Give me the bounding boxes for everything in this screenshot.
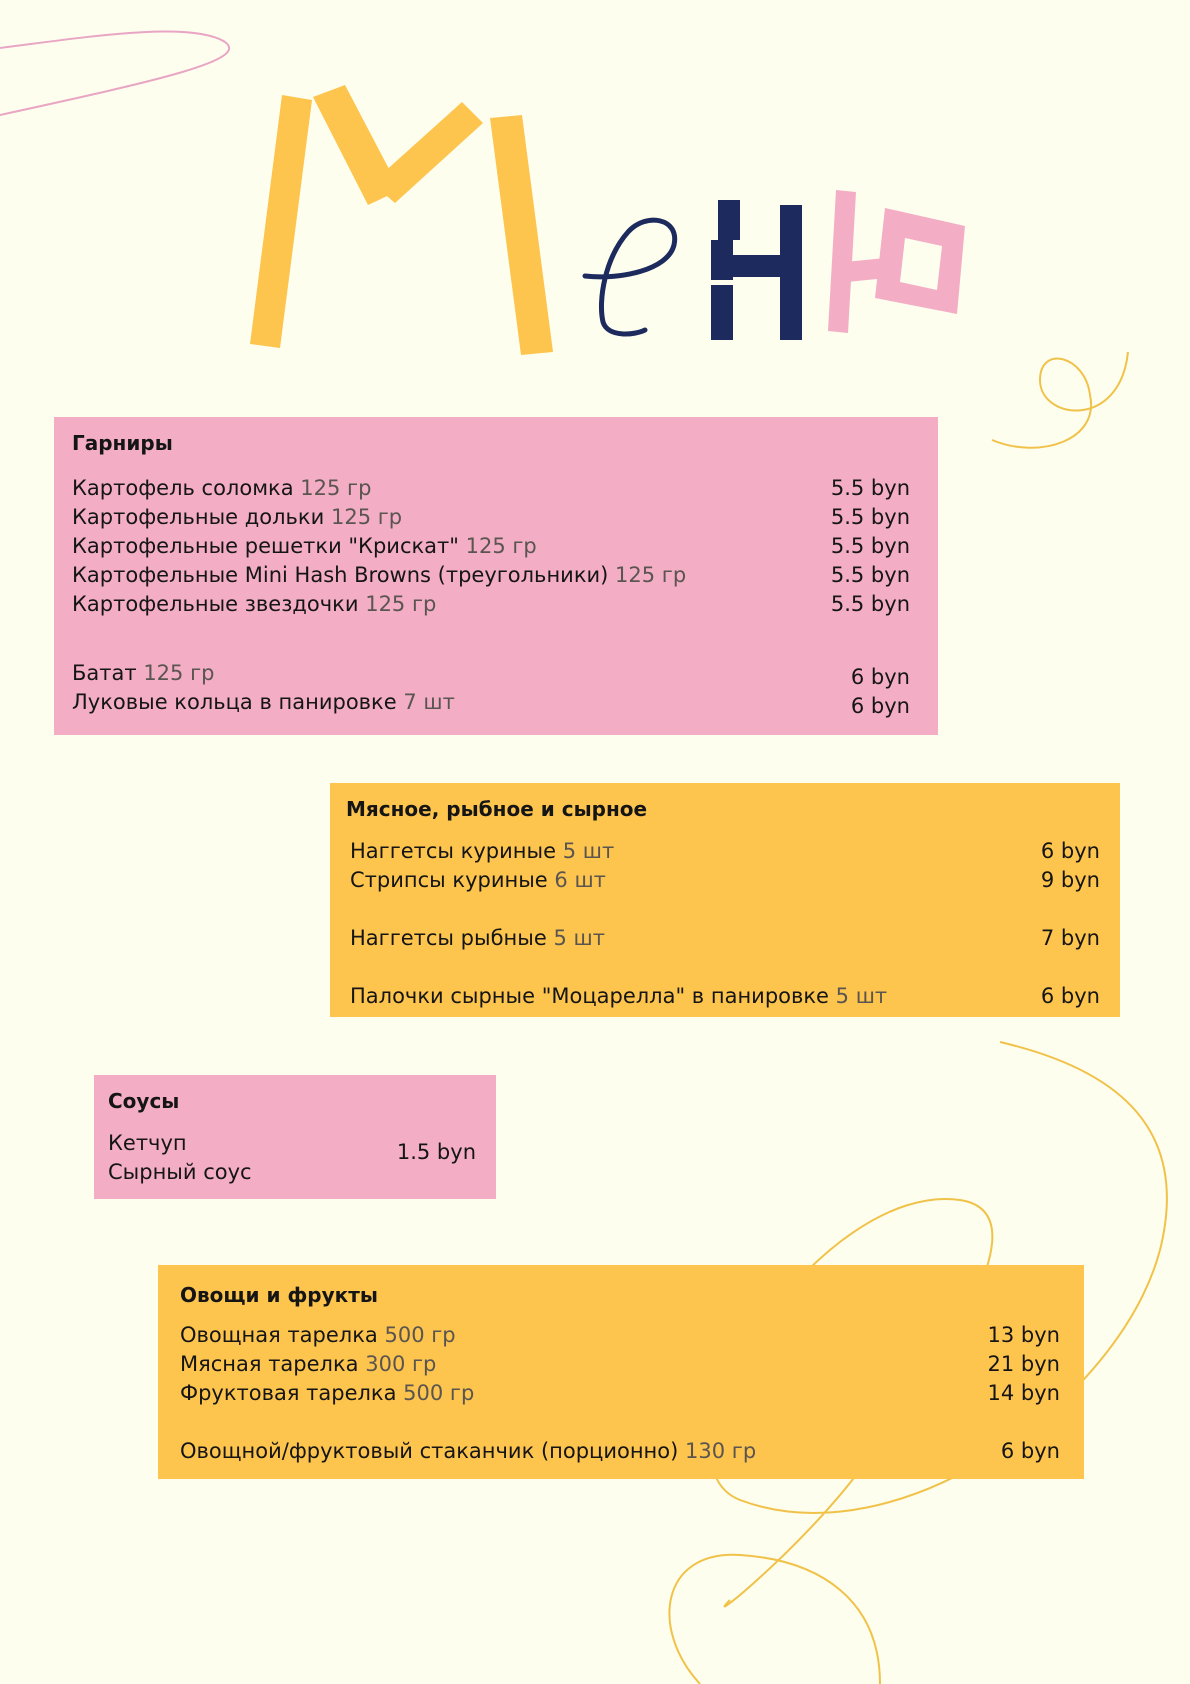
menu-item: Фруктовая тарелка 500 гр (180, 1381, 475, 1405)
menu-item-price: 5.5 byn (830, 563, 910, 587)
title-letter-n (711, 200, 802, 340)
menu-item-price: 14 byn (987, 1381, 1060, 1405)
menu-item: Кетчуп (108, 1131, 187, 1155)
title-letter-yu-hole (900, 238, 942, 290)
menu-item: Мясная тарелка 300 гр (180, 1352, 437, 1376)
menu-item-price: 5.5 byn (830, 476, 910, 500)
title-letter-e (585, 220, 675, 334)
menu-item-price: 5.5 byn (830, 534, 910, 558)
sauces-price: 1.5 byn (396, 1140, 476, 1164)
menu-item: Наггетсы рыбные 5 шт (350, 926, 605, 950)
menu-item: Картофельные дольки 125 гр (72, 505, 403, 529)
menu-item-price: 6 byn (850, 694, 910, 718)
menu-item-price: 6 byn (1040, 984, 1100, 1008)
garnishes-title: Гарниры (72, 431, 173, 455)
sauces-title: Соусы (108, 1089, 180, 1113)
sauces-panel (94, 1075, 496, 1199)
menu-item: Луковые кольца в панировке 7 шт (72, 690, 455, 714)
title-letter-yu (828, 190, 965, 333)
menu-item-price: 7 byn (1040, 926, 1100, 950)
menu-item-price: 21 byn (987, 1352, 1060, 1376)
menu-item-price: 5.5 byn (830, 592, 910, 616)
title-letter-m (250, 85, 553, 355)
menu-item: Сырный соус (108, 1160, 252, 1184)
menu-item-price: 6 byn (1000, 1439, 1060, 1463)
menu-item-price: 6 byn (850, 665, 910, 689)
menu-item-price: 5.5 byn (830, 505, 910, 529)
menu-item-price: 9 byn (1040, 868, 1100, 892)
menu-title-lettering (0, 0, 1190, 380)
menu-item-price: 6 byn (1040, 839, 1100, 863)
vegetables-fruits-panel (158, 1265, 1084, 1479)
vegetables-fruits-title: Овощи и фрукты (180, 1283, 378, 1307)
meat-fish-cheese-panel (330, 783, 1120, 1017)
menu-item: Картофель соломка 125 гр (72, 476, 372, 500)
menu-item: Наггетсы куриные 5 шт (350, 839, 615, 863)
menu-item: Овощная тарелка 500 гр (180, 1323, 456, 1347)
menu-item: Овощной/фруктовый стаканчик (порционно) 130 гр (180, 1439, 757, 1463)
menu-item-price: 13 byn (987, 1323, 1060, 1347)
menu-item: Картофельные решетки "Крискат" 125 гр (72, 534, 537, 558)
menu-item: Картофельные звездочки 125 гр (72, 592, 437, 616)
menu-item: Палочки сырные "Моцарелла" в панировке 5 шт (350, 984, 888, 1008)
menu-item: Батат 125 гр (72, 661, 215, 685)
menu-item: Стрипсы куриные 6 шт (350, 868, 606, 892)
meat-fish-cheese-title: Мясное, рыбное и сырное (346, 797, 648, 821)
menu-item: Картофельные Mini Hash Browns (треугольники) 125 гр (72, 563, 687, 587)
yellow-bottom-loop-doodle (669, 1555, 880, 1684)
garnishes-panel (54, 417, 938, 735)
